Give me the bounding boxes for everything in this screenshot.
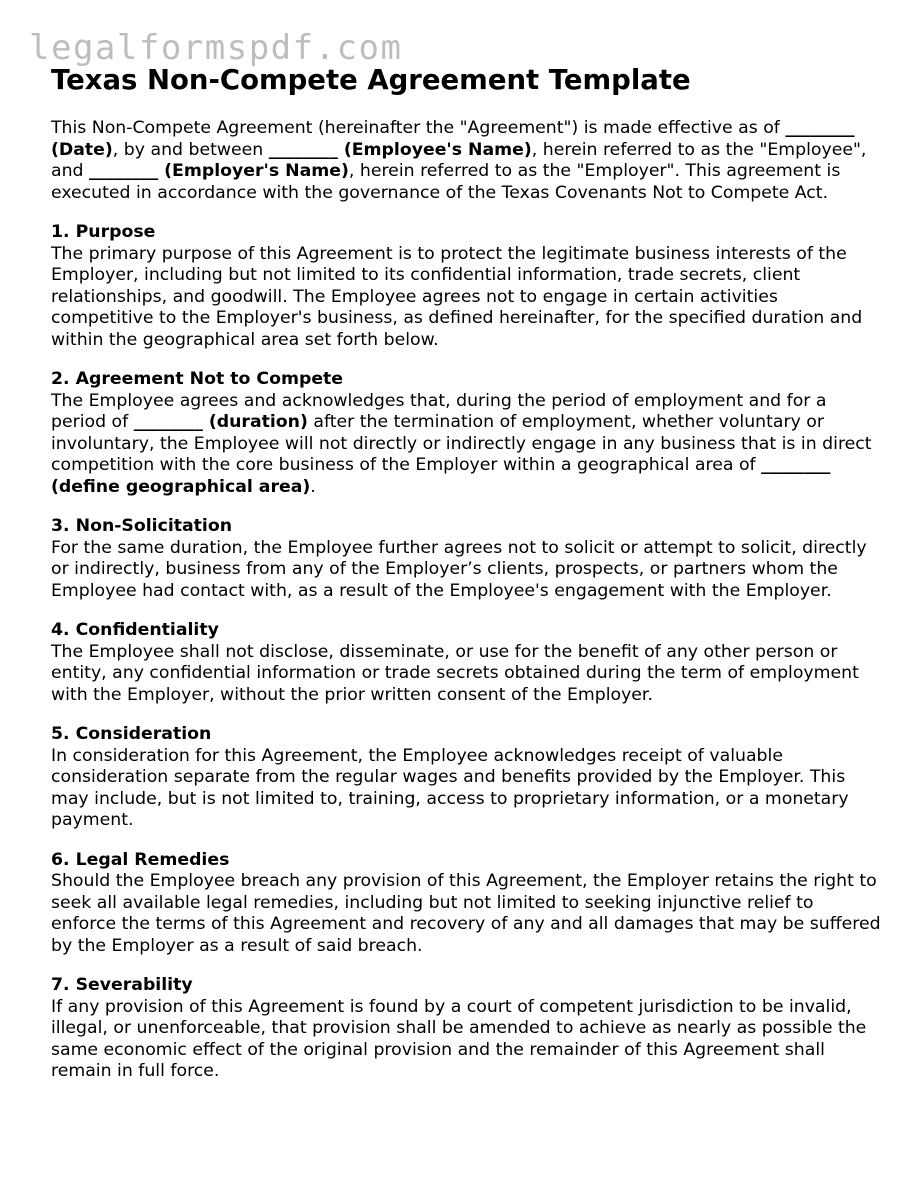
section-severability [51, 975, 881, 1083]
section-body: The Employee shall not disclose, disseminate, or use for the benefit of any other person or entity, any confidential information or trade secrets obtained during the term of employment with the Employer, without the prior written consent of the Employer. [51, 641, 859, 705]
section-text: . [310, 476, 316, 497]
intro-paragraph [51, 118, 881, 204]
employee-name-blank: ________ (Employee's Name) [268, 139, 532, 160]
section-text: after the termination of employment, whether voluntary or involuntary, the Employee will not directly or indirectly engage in any business that is in direct competition with the core business of the Employer within a geographical area of [51, 412, 872, 475]
section-heading: 6. Legal Remedies [51, 849, 230, 870]
section-purpose [51, 222, 881, 351]
section-body: Should the Employee breach any provision of this Agreement, the Employer retains the right to seek all available legal remedies, including but not limited to seeking injunctive relief to enforce the terms of this Agreement and recovery of any and all damages that may be suffered by the Employer as a result of said breach. [51, 871, 881, 956]
geographical-area-blank: ________ (define geographical area) [51, 455, 831, 497]
section-body: For the same duration, the Employee further agrees not to solicit or attempt to solicit, directly or indirectly, business from any of the Employer’s clients, prospects, or partners whom the Employee had contact with, as a result of the Employee's engagement with the Employer. [51, 537, 867, 601]
intro-text: , herein referred to as the "Employer". This agreement is executed in accordance with the governance of the Texas Covenants Not to Compete Act. [51, 161, 841, 203]
section-text: The Employee agrees and acknowledges that, during the period of employment and for a period of [51, 390, 827, 432]
section-heading: 7. Severability [51, 975, 193, 995]
section-body: If any provision of this Agreement is found by a court of competent jurisdiction to be invalid, illegal, or unenforceable, that provision shall be amended to achieve as nearly as possible the same economic effect of the original provision and the remainder of this Agreement shall remain in full force. [51, 996, 867, 1081]
section-legal-remedies [51, 850, 881, 958]
section-agreement-not-to-compete [51, 369, 881, 498]
section-heading: 1. Purpose [51, 222, 156, 242]
document-title: Texas Non-Compete Agreement Template [51, 64, 691, 96]
intro-text: This Non-Compete Agreement (hereinafter the "Agreement") is made effective as of [51, 118, 786, 138]
intro-text: , herein referred to as the "Employee", and [51, 139, 867, 181]
section-consideration [51, 724, 881, 832]
section-body [51, 391, 881, 499]
section-heading: 5. Consideration [51, 724, 212, 744]
watermark: legalformspdf.com [29, 28, 403, 68]
date-blank: ________ (Date) [51, 118, 855, 160]
section-non-solicitation [51, 516, 881, 602]
section-heading: 2. Agreement Not to Compete [51, 369, 344, 389]
duration-blank: ________ (duration) [133, 412, 308, 432]
section-heading: 4. Confidentiality [51, 620, 219, 640]
section-heading: 3. Non-Solicitation [51, 516, 233, 536]
section-body: The primary purpose of this Agreement is to protect the legitimate business interests of the Employer, including but not limited to its confidential information, trade secrets, client relationships, and goodwill. The Employee agrees not to engage in certain activities competitive to the Employer's business, as defined hereinafter, for the specified duration and within the geographical area set forth below. [51, 243, 863, 350]
employer-name-blank: ________ (Employer's Name) [89, 161, 349, 181]
intro-text: , by and between [112, 139, 269, 160]
section-body: In consideration for this Agreement, the Employee acknowledges receipt of valuable consideration separate from the regular wages and benefits provided by the Employer. This may include, but is not limited to, training, access to proprietary information, or a monetary payment. [51, 745, 849, 830]
document-page [51, 62, 881, 1083]
section-confidentiality [51, 620, 881, 706]
